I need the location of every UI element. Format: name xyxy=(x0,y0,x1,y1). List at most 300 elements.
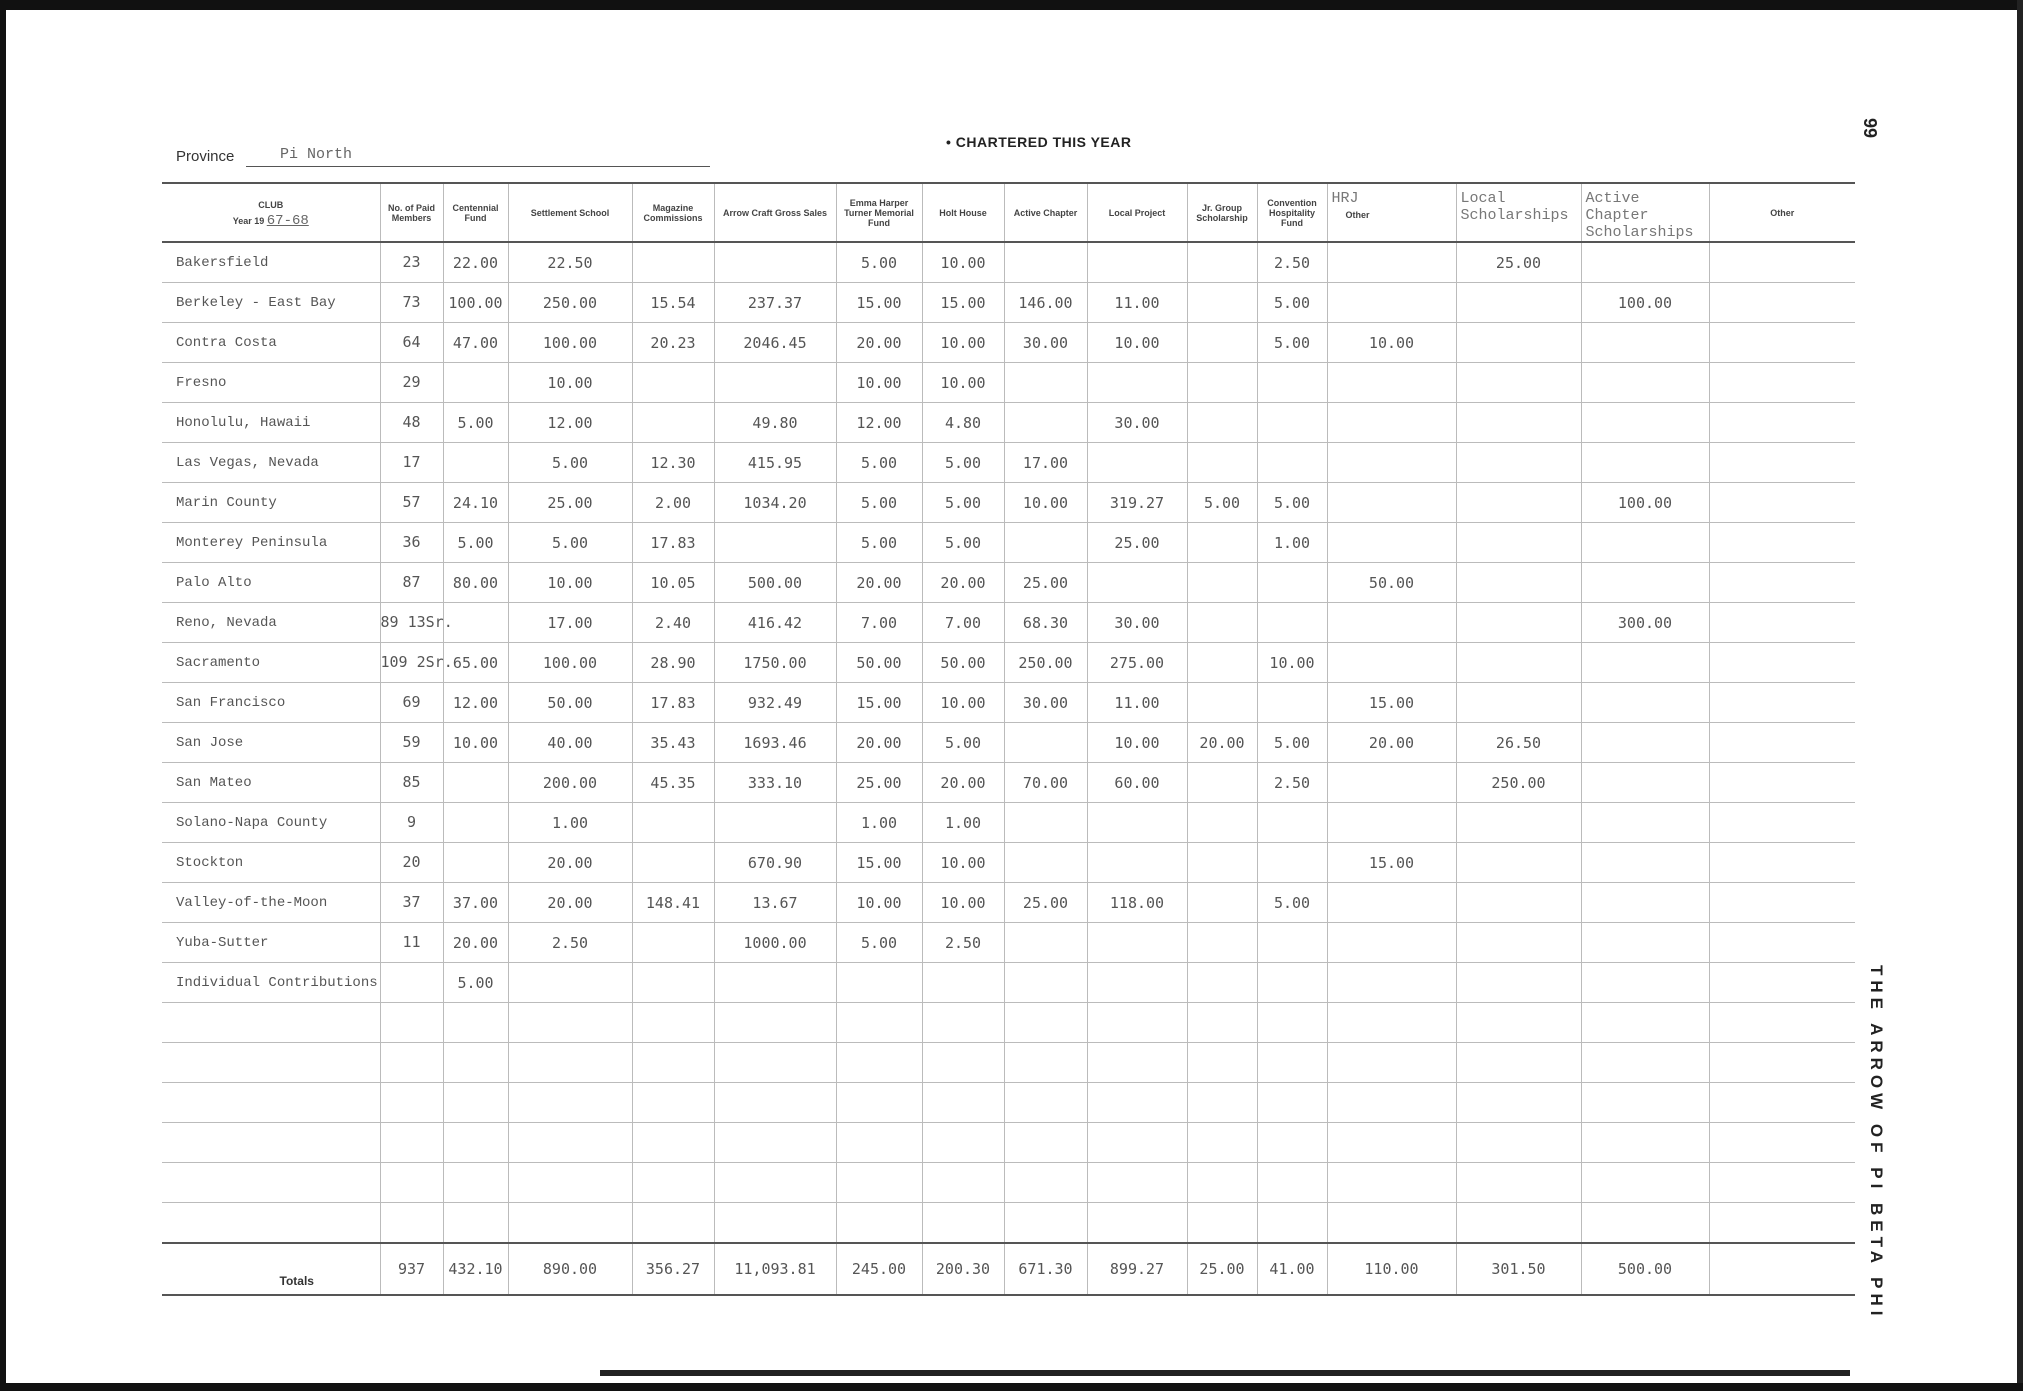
blank-cell xyxy=(443,1203,508,1244)
blank-cell xyxy=(1327,1083,1456,1123)
cell-settlement: 200.00 xyxy=(508,763,632,803)
blank-cell xyxy=(922,1003,1004,1043)
header-row xyxy=(162,183,1855,242)
cell-hrj xyxy=(1327,603,1456,643)
cell-magazine: 2.00 xyxy=(632,483,714,523)
blank-cell xyxy=(443,1083,508,1123)
cell-arrow-craft: 416.42 xyxy=(714,603,836,643)
cell-centennial: 5.00 xyxy=(443,523,508,563)
cell-magazine: 10.05 xyxy=(632,563,714,603)
cell-centennial: 20.00 xyxy=(443,923,508,963)
cell-hrj xyxy=(1327,763,1456,803)
cell-arrow-craft: 13.67 xyxy=(714,883,836,923)
header-active-chapter: Active Chapter xyxy=(1004,183,1087,242)
table-body xyxy=(162,242,1855,1295)
total-active-scholarships: 500.00 xyxy=(1581,1243,1709,1295)
cell-arrow-craft: 932.49 xyxy=(714,683,836,723)
cell-holt-house: 2.50 xyxy=(922,923,1004,963)
cell-arrow-craft: 1034.20 xyxy=(714,483,836,523)
cell-active-chapter xyxy=(1004,242,1087,283)
cell-centennial: 5.00 xyxy=(443,963,508,1003)
cell-settlement: 12.00 xyxy=(508,403,632,443)
cell-hrj xyxy=(1327,283,1456,323)
blank-cell xyxy=(1709,1003,1855,1043)
blank-cell xyxy=(380,1043,443,1083)
blank-cell xyxy=(508,1123,632,1163)
cell-active-scholarships: 100.00 xyxy=(1581,483,1709,523)
cell-active-chapter xyxy=(1004,963,1087,1003)
cell-holt-house: 1.00 xyxy=(922,803,1004,843)
cell-hrj: 15.00 xyxy=(1327,843,1456,883)
blank-cell xyxy=(1187,1003,1257,1043)
cell-other xyxy=(1709,242,1855,283)
cell-active-scholarships: 300.00 xyxy=(1581,603,1709,643)
blank-cell xyxy=(380,1123,443,1163)
blank-cell xyxy=(836,1043,922,1083)
blank-cell xyxy=(922,1043,1004,1083)
blank-cell xyxy=(1004,1163,1087,1203)
cell-local-project: 10.00 xyxy=(1087,723,1187,763)
cell-arrow-craft xyxy=(714,963,836,1003)
cell-hrj xyxy=(1327,483,1456,523)
table-row xyxy=(162,242,1855,283)
cell-magazine: 15.54 xyxy=(632,283,714,323)
cell-other xyxy=(1709,483,1855,523)
cell-arrow-craft: 237.37 xyxy=(714,283,836,323)
total-local-project: 899.27 xyxy=(1087,1243,1187,1295)
cell-settlement: 1.00 xyxy=(508,803,632,843)
header-club xyxy=(162,183,380,242)
cell-members: 36 xyxy=(380,523,443,563)
cell-club: Berkeley - East Bay xyxy=(162,283,380,323)
blank-cell xyxy=(162,1123,380,1163)
cell-centennial: 24.10 xyxy=(443,483,508,523)
cell-settlement: 5.00 xyxy=(508,443,632,483)
scan-border-left xyxy=(0,0,6,1391)
cell-members: 64 xyxy=(380,323,443,363)
blank-row xyxy=(162,1043,1855,1083)
cell-centennial: 10.00 xyxy=(443,723,508,763)
cell-arrow-craft: 500.00 xyxy=(714,563,836,603)
total-arrow-craft: 11,093.81 xyxy=(714,1243,836,1295)
cell-holt-house xyxy=(922,963,1004,1003)
cell-other xyxy=(1709,683,1855,723)
cell-active-scholarships xyxy=(1581,563,1709,603)
cell-holt-house: 10.00 xyxy=(922,843,1004,883)
cell-active-chapter: 146.00 xyxy=(1004,283,1087,323)
cell-active-scholarships xyxy=(1581,403,1709,443)
table-row xyxy=(162,483,1855,523)
cell-magazine xyxy=(632,963,714,1003)
cell-emma-harper: 5.00 xyxy=(836,923,922,963)
cell-active-scholarships xyxy=(1581,242,1709,283)
cell-other xyxy=(1709,323,1855,363)
cell-local-project xyxy=(1087,563,1187,603)
blank-cell xyxy=(1327,1043,1456,1083)
table-row xyxy=(162,923,1855,963)
blank-cell xyxy=(1709,1083,1855,1123)
cell-jr-group xyxy=(1187,843,1257,883)
cell-arrow-craft xyxy=(714,803,836,843)
blank-cell xyxy=(1087,1163,1187,1203)
cell-club: Reno, Nevada xyxy=(162,603,380,643)
cell-jr-group xyxy=(1187,323,1257,363)
blank-row xyxy=(162,1163,1855,1203)
header-local-scholarships: Local Scholarships xyxy=(1456,183,1581,242)
cell-centennial: 12.00 xyxy=(443,683,508,723)
cell-members xyxy=(380,963,443,1003)
cell-hrj: 10.00 xyxy=(1327,323,1456,363)
blank-cell xyxy=(1709,1123,1855,1163)
cell-active-chapter: 17.00 xyxy=(1004,443,1087,483)
header-hrj-label: HRJ xyxy=(1331,190,1359,207)
cell-arrow-craft: 1750.00 xyxy=(714,643,836,683)
cell-settlement: 22.50 xyxy=(508,242,632,283)
cell-emma-harper: 50.00 xyxy=(836,643,922,683)
scan-border-right xyxy=(2017,0,2023,1391)
table-row xyxy=(162,323,1855,363)
cell-jr-group xyxy=(1187,283,1257,323)
blank-cell xyxy=(714,1003,836,1043)
province-label: Province xyxy=(176,148,235,165)
cell-local-scholarships xyxy=(1456,803,1581,843)
cell-arrow-craft: 1693.46 xyxy=(714,723,836,763)
cell-local-scholarships xyxy=(1456,603,1581,643)
blank-row xyxy=(162,1203,1855,1244)
blank-cell xyxy=(162,1003,380,1043)
cell-active-chapter xyxy=(1004,803,1087,843)
cell-convention: 2.50 xyxy=(1257,763,1327,803)
cell-members: 37 xyxy=(380,883,443,923)
cell-convention xyxy=(1257,923,1327,963)
cell-jr-group xyxy=(1187,603,1257,643)
cell-other xyxy=(1709,283,1855,323)
table-row xyxy=(162,523,1855,563)
blank-cell xyxy=(1087,1043,1187,1083)
scan-artifact-bar xyxy=(600,1370,1850,1376)
blank-cell xyxy=(714,1203,836,1244)
cell-emma-harper: 5.00 xyxy=(836,443,922,483)
cell-club: Contra Costa xyxy=(162,323,380,363)
cell-convention: 5.00 xyxy=(1257,483,1327,523)
cell-members: 85 xyxy=(380,763,443,803)
cell-members: 89 13Sr. xyxy=(380,603,443,643)
blank-cell xyxy=(714,1083,836,1123)
cell-local-scholarships xyxy=(1456,963,1581,1003)
header-members: No. of Paid Members xyxy=(380,183,443,242)
header-other: Other xyxy=(1709,183,1855,242)
cell-hrj xyxy=(1327,643,1456,683)
header-local-project: Local Project xyxy=(1087,183,1187,242)
header-centennial: Centennial Fund xyxy=(443,183,508,242)
blank-cell xyxy=(1581,1123,1709,1163)
province-value: Pi North xyxy=(280,146,353,163)
side-title: THE ARROW OF PI BETA PHI xyxy=(1867,965,1886,1321)
cell-emma-harper: 20.00 xyxy=(836,563,922,603)
blank-cell xyxy=(922,1123,1004,1163)
cell-hrj xyxy=(1327,963,1456,1003)
cell-local-project: 118.00 xyxy=(1087,883,1187,923)
cell-centennial: 65.00 xyxy=(443,643,508,683)
cell-members: 48 xyxy=(380,403,443,443)
cell-jr-group xyxy=(1187,363,1257,403)
cell-club: Fresno xyxy=(162,363,380,403)
contributions-table xyxy=(162,182,1855,1296)
cell-local-scholarships xyxy=(1456,563,1581,603)
cell-active-chapter: 10.00 xyxy=(1004,483,1087,523)
cell-centennial xyxy=(443,763,508,803)
cell-emma-harper: 5.00 xyxy=(836,242,922,283)
blank-cell xyxy=(1187,1123,1257,1163)
cell-local-scholarships xyxy=(1456,323,1581,363)
cell-settlement: 5.00 xyxy=(508,523,632,563)
cell-centennial xyxy=(443,363,508,403)
page-number: 99 xyxy=(1860,118,1880,139)
cell-jr-group xyxy=(1187,523,1257,563)
table-row xyxy=(162,803,1855,843)
totals-label: Totals xyxy=(162,1243,380,1295)
blank-cell xyxy=(1709,1163,1855,1203)
blank-cell xyxy=(632,1083,714,1123)
cell-club: Solano-Napa County xyxy=(162,803,380,843)
total-magazine: 356.27 xyxy=(632,1243,714,1295)
header-settlement: Settlement School xyxy=(508,183,632,242)
cell-emma-harper: 15.00 xyxy=(836,843,922,883)
blank-cell xyxy=(508,1043,632,1083)
cell-local-project: 10.00 xyxy=(1087,323,1187,363)
total-centennial: 432.10 xyxy=(443,1243,508,1295)
header-hrj-sub: Other xyxy=(1345,210,1370,220)
province-underline xyxy=(246,166,710,167)
cell-active-scholarships: 100.00 xyxy=(1581,283,1709,323)
cell-local-project xyxy=(1087,242,1187,283)
total-active-chapter: 671.30 xyxy=(1004,1243,1087,1295)
cell-centennial xyxy=(443,603,508,643)
table-row xyxy=(162,683,1855,723)
blank-cell xyxy=(1327,1163,1456,1203)
cell-local-scholarships xyxy=(1456,643,1581,683)
cell-convention xyxy=(1257,963,1327,1003)
cell-members: 11 xyxy=(380,923,443,963)
cell-arrow-craft xyxy=(714,363,836,403)
cell-convention xyxy=(1257,603,1327,643)
cell-active-chapter: 68.30 xyxy=(1004,603,1087,643)
cell-jr-group xyxy=(1187,643,1257,683)
cell-jr-group xyxy=(1187,883,1257,923)
table-row xyxy=(162,843,1855,883)
table-row xyxy=(162,563,1855,603)
cell-holt-house: 10.00 xyxy=(922,883,1004,923)
cell-arrow-craft: 415.95 xyxy=(714,443,836,483)
cell-centennial: 22.00 xyxy=(443,242,508,283)
header-convention: Convention Hospitality Fund xyxy=(1257,183,1327,242)
blank-cell xyxy=(508,1083,632,1123)
blank-cell xyxy=(1581,1203,1709,1244)
cell-local-scholarships: 26.50 xyxy=(1456,723,1581,763)
cell-emma-harper: 7.00 xyxy=(836,603,922,643)
blank-cell xyxy=(1004,1003,1087,1043)
cell-hrj xyxy=(1327,403,1456,443)
cell-holt-house: 4.80 xyxy=(922,403,1004,443)
blank-cell xyxy=(1004,1203,1087,1244)
cell-magazine: 148.41 xyxy=(632,883,714,923)
cell-members: 9 xyxy=(380,803,443,843)
cell-convention xyxy=(1257,363,1327,403)
blank-cell xyxy=(1581,1003,1709,1043)
cell-active-chapter xyxy=(1004,363,1087,403)
header-active-scholarships: Active Chapter Scholarships xyxy=(1581,183,1709,242)
cell-active-scholarships xyxy=(1581,803,1709,843)
blank-cell xyxy=(836,1083,922,1123)
cell-club: Individual Contributions xyxy=(162,963,380,1003)
cell-arrow-craft: 2046.45 xyxy=(714,323,836,363)
blank-row xyxy=(162,1123,1855,1163)
cell-arrow-craft: 49.80 xyxy=(714,403,836,443)
cell-local-scholarships xyxy=(1456,923,1581,963)
cell-local-scholarships xyxy=(1456,883,1581,923)
cell-local-project xyxy=(1087,963,1187,1003)
header-emma-harper: Emma Harper Turner Memorial Fund xyxy=(836,183,922,242)
cell-jr-group xyxy=(1187,683,1257,723)
cell-centennial xyxy=(443,443,508,483)
total-local-scholarships: 301.50 xyxy=(1456,1243,1581,1295)
blank-cell xyxy=(1581,1083,1709,1123)
cell-members: 69 xyxy=(380,683,443,723)
cell-jr-group xyxy=(1187,763,1257,803)
cell-local-scholarships: 25.00 xyxy=(1456,242,1581,283)
blank-cell xyxy=(443,1003,508,1043)
table-row xyxy=(162,603,1855,643)
blank-row xyxy=(162,1083,1855,1123)
cell-active-scholarships xyxy=(1581,683,1709,723)
cell-emma-harper xyxy=(836,963,922,1003)
cell-active-chapter: 30.00 xyxy=(1004,323,1087,363)
cell-active-scholarships xyxy=(1581,763,1709,803)
cell-club: Yuba-Sutter xyxy=(162,923,380,963)
cell-local-project: 30.00 xyxy=(1087,403,1187,443)
cell-club: San Francisco xyxy=(162,683,380,723)
header-hrj xyxy=(1327,183,1456,242)
cell-members: 59 xyxy=(380,723,443,763)
blank-cell xyxy=(1187,1203,1257,1244)
cell-magazine: 28.90 xyxy=(632,643,714,683)
cell-local-project xyxy=(1087,923,1187,963)
cell-holt-house: 5.00 xyxy=(922,523,1004,563)
totals-row xyxy=(162,1243,1855,1295)
cell-local-scholarships xyxy=(1456,363,1581,403)
blank-cell xyxy=(1004,1083,1087,1123)
cell-convention xyxy=(1257,683,1327,723)
cell-jr-group xyxy=(1187,242,1257,283)
cell-club: San Jose xyxy=(162,723,380,763)
cell-other xyxy=(1709,643,1855,683)
table-row xyxy=(162,723,1855,763)
cell-other xyxy=(1709,563,1855,603)
cell-active-chapter: 25.00 xyxy=(1004,563,1087,603)
cell-club: Palo Alto xyxy=(162,563,380,603)
blank-cell xyxy=(508,1163,632,1203)
cell-holt-house: 5.00 xyxy=(922,483,1004,523)
blank-cell xyxy=(380,1203,443,1244)
cell-other xyxy=(1709,963,1855,1003)
cell-other xyxy=(1709,403,1855,443)
total-hrj: 110.00 xyxy=(1327,1243,1456,1295)
cell-club: Stockton xyxy=(162,843,380,883)
table-row xyxy=(162,763,1855,803)
cell-holt-house: 20.00 xyxy=(922,563,1004,603)
cell-emma-harper: 10.00 xyxy=(836,883,922,923)
cell-magazine: 20.23 xyxy=(632,323,714,363)
cell-holt-house: 10.00 xyxy=(922,363,1004,403)
cell-local-scholarships xyxy=(1456,403,1581,443)
blank-row xyxy=(162,1003,1855,1043)
cell-magazine: 17.83 xyxy=(632,523,714,563)
cell-active-chapter xyxy=(1004,523,1087,563)
cell-holt-house: 5.00 xyxy=(922,443,1004,483)
cell-hrj: 15.00 xyxy=(1327,683,1456,723)
cell-local-project: 275.00 xyxy=(1087,643,1187,683)
cell-members: 109 2Sr. xyxy=(380,643,443,683)
cell-centennial: 37.00 xyxy=(443,883,508,923)
cell-centennial xyxy=(443,843,508,883)
blank-cell xyxy=(1456,1123,1581,1163)
cell-other xyxy=(1709,723,1855,763)
cell-active-chapter xyxy=(1004,923,1087,963)
blank-cell xyxy=(443,1123,508,1163)
cell-settlement xyxy=(508,963,632,1003)
cell-emma-harper: 5.00 xyxy=(836,523,922,563)
cell-members: 87 xyxy=(380,563,443,603)
cell-jr-group xyxy=(1187,443,1257,483)
header-magazine: Magazine Commissions xyxy=(632,183,714,242)
cell-active-scholarships xyxy=(1581,643,1709,683)
cell-active-chapter: 25.00 xyxy=(1004,883,1087,923)
blank-cell xyxy=(1456,1043,1581,1083)
cell-local-project xyxy=(1087,443,1187,483)
cell-members: 73 xyxy=(380,283,443,323)
cell-club: Honolulu, Hawaii xyxy=(162,403,380,443)
cell-magazine xyxy=(632,803,714,843)
blank-cell xyxy=(1187,1163,1257,1203)
total-jr-group: 25.00 xyxy=(1187,1243,1257,1295)
cell-other xyxy=(1709,923,1855,963)
cell-centennial: 80.00 xyxy=(443,563,508,603)
cell-members: 29 xyxy=(380,363,443,403)
blank-cell xyxy=(1257,1163,1327,1203)
cell-other xyxy=(1709,363,1855,403)
cell-arrow-craft xyxy=(714,242,836,283)
blank-cell xyxy=(1004,1123,1087,1163)
cell-local-scholarships xyxy=(1456,523,1581,563)
cell-holt-house: 10.00 xyxy=(922,323,1004,363)
cell-active-scholarships xyxy=(1581,963,1709,1003)
cell-magazine: 35.43 xyxy=(632,723,714,763)
blank-cell xyxy=(632,1163,714,1203)
cell-settlement: 40.00 xyxy=(508,723,632,763)
blank-cell xyxy=(714,1123,836,1163)
cell-convention: 5.00 xyxy=(1257,283,1327,323)
cell-emma-harper: 15.00 xyxy=(836,283,922,323)
cell-arrow-craft: 670.90 xyxy=(714,843,836,883)
cell-other xyxy=(1709,883,1855,923)
header-year-label: Year 19 xyxy=(232,215,265,226)
cell-settlement: 100.00 xyxy=(508,643,632,683)
cell-convention: 10.00 xyxy=(1257,643,1327,683)
cell-other xyxy=(1709,523,1855,563)
blank-cell xyxy=(162,1163,380,1203)
cell-active-scholarships xyxy=(1581,443,1709,483)
blank-cell xyxy=(1456,1083,1581,1123)
